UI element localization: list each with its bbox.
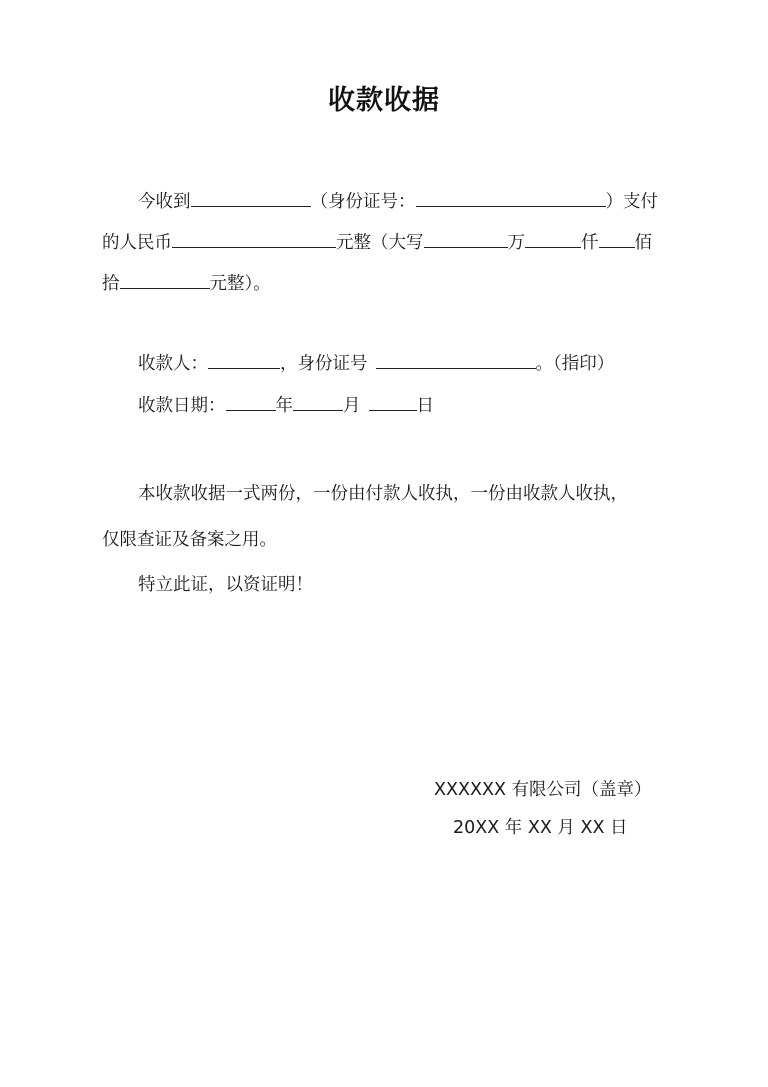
payer-id-blank[interactable] [416,188,606,207]
day-label: 日 [416,396,434,416]
wan-label: 万 [507,233,525,253]
payee-line [138,350,614,376]
note-line-3: 特立此证，以资证明！ [138,575,313,595]
yuan-capital-label: 元整（大写 [336,233,424,253]
payee-label: 收款人： [138,354,208,374]
payee-id-label: ，身份证号 [280,354,368,374]
qian-label: 仟 [581,233,599,253]
day-blank[interactable] [369,392,417,411]
payment-line-3 [102,270,271,296]
wan-blank[interactable] [424,229,508,248]
date-line [138,392,434,418]
note-line-2: 仅限查证及备案之用。 [102,530,277,550]
payment-line-1 [138,188,658,214]
receipt-date-label: 收款日期： [138,396,226,416]
yuan-end-label: 元整）。 [209,274,271,294]
month-label: 月 [343,396,361,416]
month-blank[interactable] [293,392,343,411]
rmb-label: 的人民币 [102,233,172,253]
note-line-1: 本收款收据一式两份，一份由付款人收执，一份由收款人收执， [138,484,628,504]
fingerprint-label: 。（指印） [535,354,615,374]
payee-name-blank[interactable] [208,350,280,369]
signature-date: 20XX 年 XX 月 XX 日 [453,818,628,838]
shi-blank[interactable] [120,270,210,289]
page-title: 收款收据 [328,85,440,116]
payer-name-blank[interactable] [191,188,311,207]
shi-label: 拾 [102,274,120,294]
received-from-label: 今收到 [138,192,191,212]
company-signature: XXXXXX 有限公司（盖章） [434,780,652,800]
qian-blank[interactable] [525,229,581,248]
bai-label: 佰 [634,233,652,253]
payee-id-blank[interactable] [376,350,536,369]
id-number-label: （身份证号： [310,192,416,212]
payment-line-2 [102,229,652,255]
bai-blank[interactable] [599,229,635,248]
paid-label: ）支付 [605,192,658,212]
year-label: 年 [275,396,293,416]
amount-figure-blank[interactable] [172,229,336,248]
year-blank[interactable] [226,392,276,411]
